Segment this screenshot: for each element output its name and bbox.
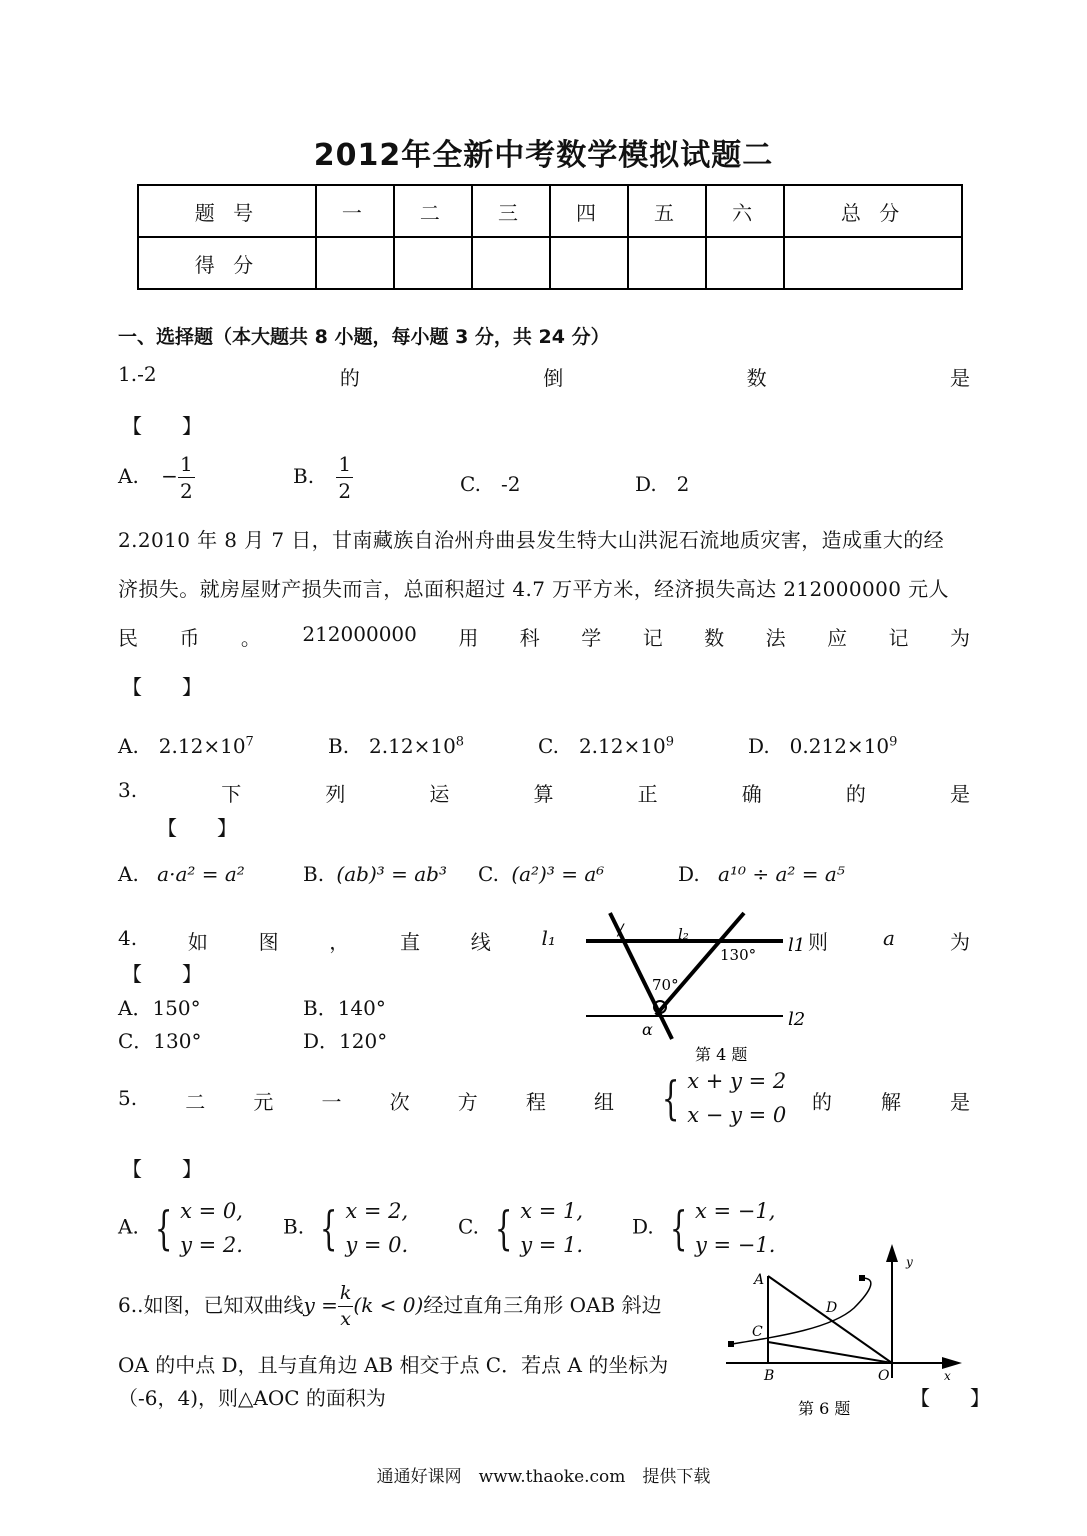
fig-caption: 第 6 题 <box>798 1399 851 1418</box>
q6-math: (k < 0) <box>353 1293 424 1317</box>
q2-option-b[interactable] <box>328 730 464 759</box>
q3-word: 运 <box>429 782 450 806</box>
exponent: 8 <box>455 734 465 750</box>
score-header-cell: 五 <box>628 185 706 237</box>
q6-text: 6..如图，已知双曲线 <box>118 1293 304 1317</box>
denominator: 2 <box>338 479 352 503</box>
equation: x + y = 2 <box>687 1069 787 1093</box>
q3-word: 下 <box>221 782 242 806</box>
option-text: B. 2.12×10 <box>328 734 456 758</box>
q4-option-b[interactable]: B．140° <box>303 996 386 1020</box>
question-2-line-2: 济损失。就房屋财产损失而言，总面积超过 4.7 万平方米，经济损失高达 212000000 元人 <box>118 577 949 601</box>
option-text: C. 2.12×10 <box>538 734 666 758</box>
fig-label-l2-top: l₂ <box>678 925 689 943</box>
q4-word: 线 <box>470 930 491 954</box>
denominator: x <box>340 1308 351 1330</box>
question-6-line-3: （-6，4)，则△AOC 的面积为 <box>118 1386 386 1410</box>
q2-word: 212000000 <box>302 622 417 646</box>
q4-figure <box>580 905 810 1065</box>
option-expr: a·a² = a² <box>157 862 245 886</box>
fig-label-top: / <box>618 920 624 939</box>
question-6-line-2: OA 的中点 D，且与直角边 AB 相交于点 C．若点 A 的坐标为 <box>118 1353 669 1377</box>
q3-option-c[interactable] <box>478 862 604 886</box>
denominator: 2 <box>179 479 193 503</box>
q2-option-d[interactable] <box>748 730 897 759</box>
score-cell[interactable] <box>784 237 962 289</box>
q5-word: 解 <box>881 1090 901 1114</box>
equation: x − y = 0 <box>687 1103 787 1127</box>
page-title: 2012年全新中考数学模拟试题二 <box>313 138 774 173</box>
score-header-cell: 二 <box>394 185 472 237</box>
brace-icon: { <box>494 1201 513 1255</box>
system-lines <box>687 1064 786 1132</box>
q2-word: 应 <box>827 626 848 650</box>
score-header-cell: 总 分 <box>784 185 962 237</box>
q5-word: 组 <box>593 1090 614 1114</box>
question-5-text <box>118 1086 614 1115</box>
brace-icon: { <box>661 1071 680 1125</box>
minus-sign: − <box>161 464 178 488</box>
q2-word: 用 <box>458 626 479 650</box>
q1-word: 是 <box>949 366 970 390</box>
option-label: A. <box>118 1214 139 1239</box>
option-expr: (a²)³ = a⁶ <box>511 862 605 886</box>
question-5-text-right <box>812 1086 970 1115</box>
score-table-header-row <box>138 185 962 237</box>
score-row-label: 得 分 <box>138 237 316 289</box>
exponent: 9 <box>665 734 674 750</box>
q2-option-c[interactable] <box>538 730 674 759</box>
q2-word: 科 <box>519 626 540 650</box>
q4-option-c[interactable]: C．130° <box>118 1029 202 1053</box>
q1-option-c[interactable]: C. -2 <box>460 472 521 496</box>
answer-bracket[interactable]: 【 】 <box>122 1157 202 1181</box>
option-label: A. <box>118 862 139 886</box>
answer-bracket[interactable]: 【 】 <box>157 816 237 840</box>
answer-bracket[interactable]: 【 】 <box>910 1386 990 1410</box>
q3-word: 是 <box>949 782 970 806</box>
system-lines <box>180 1194 243 1262</box>
answer-bracket[interactable]: 【 】 <box>122 414 202 438</box>
y-axis-arrow-icon <box>886 1244 898 1262</box>
option-label: B. <box>293 464 315 488</box>
question-2-line-3 <box>118 622 970 651</box>
q1-option-d[interactable]: D. 2 <box>635 472 690 496</box>
score-cell[interactable] <box>706 237 784 289</box>
q4-word: ， <box>329 930 350 954</box>
q2-word: 为 <box>949 626 970 650</box>
q5-word: 元 <box>253 1090 274 1114</box>
q2-word: 记 <box>888 626 909 650</box>
segment-ao <box>768 1276 892 1363</box>
brace-icon: { <box>154 1201 173 1255</box>
option-label: B. <box>303 862 325 886</box>
fraction <box>338 1284 354 1329</box>
fraction <box>336 454 353 501</box>
segment-co <box>768 1342 892 1363</box>
q2-word: 民 <box>118 626 138 650</box>
q3-option-b[interactable] <box>303 862 447 886</box>
q3-word: 的 <box>845 782 866 806</box>
score-table <box>137 184 963 290</box>
score-cell[interactable] <box>316 237 394 289</box>
fig-label-d: D <box>826 1300 838 1316</box>
brace-icon: { <box>669 1201 688 1255</box>
option-label: D. <box>678 862 700 886</box>
fig-label-x: x <box>944 1369 951 1383</box>
q3-word: 算 <box>533 782 554 806</box>
q4-word: 直 <box>400 930 421 954</box>
option-text: A. 2.12×10 <box>118 734 246 758</box>
q1-word: 的 <box>339 366 360 390</box>
q2-option-a[interactable] <box>118 730 254 759</box>
q5-option-c[interactable] <box>458 1194 583 1262</box>
equation: x = 2, <box>345 1199 409 1223</box>
fig-l1: l1 <box>788 935 806 956</box>
q1-option-a[interactable] <box>118 454 195 501</box>
fig-label-a: A <box>754 1272 765 1288</box>
q2-word: 法 <box>765 626 786 650</box>
q5-word: 的 <box>812 1090 832 1114</box>
option-expr: (ab)³ = ab³ <box>336 862 447 886</box>
q4-option-a[interactable]: A．150° <box>118 996 201 1020</box>
q5-option-b[interactable] <box>283 1194 408 1262</box>
q4-word: 图 <box>258 930 279 954</box>
exponent: 7 <box>245 734 254 750</box>
score-cell[interactable] <box>550 237 628 289</box>
q4-word: 4. <box>118 926 138 950</box>
numerator: 1 <box>338 452 352 476</box>
q6-math: y = <box>303 1293 338 1317</box>
q1-option-b[interactable] <box>293 454 353 501</box>
system-lines <box>345 1194 408 1262</box>
q3-option-d[interactable] <box>678 862 845 886</box>
q3-word: 3. <box>118 778 138 802</box>
q4-word: l₁ <box>541 926 556 950</box>
q1-word: 倒 <box>543 366 564 390</box>
score-header-cell: 题 号 <box>138 185 316 237</box>
equation: y = 1. <box>520 1233 584 1257</box>
q6-text: 经过直角三角形 OAB 斜边 <box>423 1293 662 1317</box>
transversal-right <box>656 913 744 1015</box>
question-2-line-1: 2.2010 年 8 月 7 日，甘南藏族自治州舟曲县发生特大山洪泥石流地质灾害，造成重大的经 <box>118 528 945 552</box>
q5-option-a[interactable] <box>118 1194 243 1262</box>
brace-icon: { <box>319 1201 338 1255</box>
equation: x = 1, <box>520 1199 584 1223</box>
q5-word: 一 <box>321 1090 342 1114</box>
option-label: C. <box>458 1214 479 1239</box>
equation: y = −1. <box>694 1233 776 1257</box>
option-label: C. <box>478 862 499 886</box>
q5-word: 二 <box>185 1090 206 1114</box>
q4-word: 如 <box>187 930 208 954</box>
question-6-line-1 <box>118 1284 662 1329</box>
system-lines <box>520 1194 583 1262</box>
question-4-text <box>118 926 556 955</box>
score-header-cell: 六 <box>706 185 784 237</box>
q5-word: 5. <box>118 1086 138 1110</box>
equation: y = 2. <box>180 1233 243 1257</box>
x-axis-arrow-icon <box>942 1357 962 1369</box>
q5-equation-system <box>656 1064 786 1132</box>
q5-word: 方 <box>457 1090 478 1114</box>
score-cell[interactable] <box>394 237 472 289</box>
equation: x = −1, <box>694 1199 776 1223</box>
q4-word: 则 <box>808 930 828 954</box>
option-expr: a¹⁰ ÷ a² = a⁵ <box>718 862 845 886</box>
fig-alpha: α <box>642 1020 653 1039</box>
q5-word: 是 <box>950 1090 970 1114</box>
curve-end-marker <box>859 1275 865 1281</box>
fig-caption: 第 4 题 <box>695 1045 748 1064</box>
fig-angle-130: 130° <box>720 946 757 964</box>
q3-word: 正 <box>637 782 658 806</box>
footer-credit: 通通好课网 www.thaoke.com 提供下载 <box>376 1467 711 1487</box>
option-label: D. <box>632 1214 654 1239</box>
fig-label-b: B <box>764 1368 775 1384</box>
fig-label-y: y <box>906 1255 913 1269</box>
q3-word: 确 <box>741 782 762 806</box>
section-heading: 一、选择题（本大题共 8 小题，每小题 3 分，共 24 分） <box>118 326 610 348</box>
q4-option-d[interactable]: D．120° <box>303 1029 388 1053</box>
option-label: A. <box>118 464 139 488</box>
q1-word: 数 <box>746 366 767 390</box>
q2-word: 记 <box>642 626 663 650</box>
q2-word: 学 <box>581 626 602 650</box>
score-header-cell: 四 <box>550 185 628 237</box>
numerator: 1 <box>179 452 193 476</box>
q2-word: 数 <box>704 626 725 650</box>
q2-word: 币 <box>179 626 200 650</box>
score-table-score-row <box>138 237 962 289</box>
q1-word: 1.-2 <box>118 362 157 386</box>
fraction <box>178 454 195 501</box>
q4-word: 为 <box>950 930 970 954</box>
question-3-text <box>118 778 970 807</box>
curve-end-marker <box>728 1341 734 1347</box>
q5-word: 次 <box>389 1090 410 1114</box>
q4-word: a <box>883 926 895 950</box>
q5-word: 程 <box>525 1090 546 1114</box>
q3-option-a[interactable] <box>118 862 245 886</box>
numerator: k <box>338 1284 354 1307</box>
fig-label-c: C <box>752 1324 763 1340</box>
fig-l2: l2 <box>788 1009 806 1030</box>
answer-bracket[interactable]: 【 】 <box>122 962 202 986</box>
option-label: B. <box>283 1214 305 1239</box>
option-text: D. 0.212×10 <box>748 734 890 758</box>
question-1-text <box>118 362 970 391</box>
q3-word: 列 <box>325 782 346 806</box>
fig-label-o: O <box>878 1368 890 1384</box>
q2-word: 。 <box>240 626 261 650</box>
equation: x = 0, <box>180 1199 243 1223</box>
equation: y = 0. <box>345 1233 409 1257</box>
score-header-cell: 三 <box>472 185 550 237</box>
fig-angle-70: 70° <box>652 976 679 994</box>
score-cell[interactable] <box>472 237 550 289</box>
question-4-text-right <box>808 926 970 955</box>
exponent: 9 <box>889 734 898 750</box>
score-cell[interactable] <box>628 237 706 289</box>
answer-bracket[interactable]: 【 】 <box>122 675 202 699</box>
score-header-cell: 一 <box>316 185 394 237</box>
